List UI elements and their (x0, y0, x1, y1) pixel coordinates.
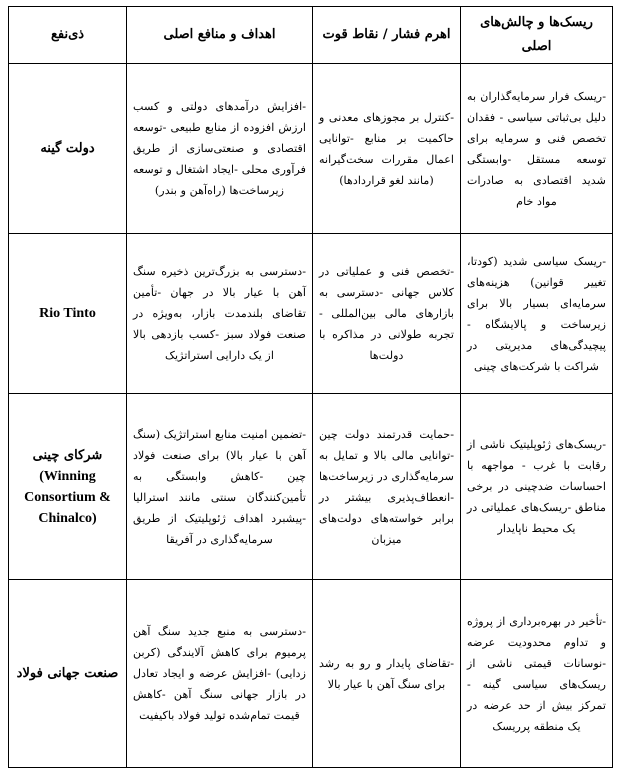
cell-goals: -دسترسی به منبع جدید سنگ آهن پرمیوم برای کاهش آلایندگی (کربن زدایی) -افزایش عرضه و ایجاد تعادل در بازار جهانی سنگ آهن -کاهش قیمت تمام‌شده تولید فولاد باکیفیت (127, 580, 313, 768)
header-leverage: اهرم فشار / نقاط قوت (313, 7, 461, 64)
cell-leverage: -تقاضای پایدار و رو به رشد برای سنگ آهن با عیار بالا (313, 580, 461, 768)
stakeholder-name: شرکای چینی (32, 447, 103, 463)
cell-risks: -ریسک‌های ژئوپلیتیک ناشی از رقابت با غرب - مواجهه با احساسات ضدچینی در برخی مناطق -ریسک‌های عملیاتی در یک محیط ناپایدار (461, 394, 613, 580)
stakeholder-table (8, 6, 613, 768)
cell-leverage: -تخصص فنی و عملیاتی در کلاس جهانی -دسترسی به بازارهای مالی بین‌المللی - تجربه طولانی در مذاکره با دولت‌ها (313, 234, 461, 394)
table-row (9, 580, 613, 768)
stakeholder-latin-name: (Winning Consortium & Chinalco) (24, 468, 111, 526)
table-row (9, 64, 613, 234)
cell-risks: -ریسک سیاسی شدید (کودتا، تغییر قوانین) هزینه‌های سرمایه‌ای بسیار بالا برای زیرساخت و پالایشگاه - پیچیدگی‌های مدیریتی در شراکت با شرکت‌های چینی (461, 234, 613, 394)
cell-risks: -تأخیر در بهره‌برداری از پروژه و تداوم محدودیت عرضه -نوسانات قیمتی ناشی از ریسک‌های سیاسی گینه - تمرکز بیش از حد عرضه در یک منطقه پرریسک (461, 580, 613, 768)
cell-goals: -افزایش درآمدهای دولتی و کسب ارزش افزوده از منابع طبیعی -توسعه اقتصادی و صنعتی‌سازی از طریق فرآوری محلی -ایجاد اشتغال و توسعه زیرساخت‌ها (راه‌آهن و بندر) (127, 64, 313, 234)
table-row (9, 234, 613, 394)
cell-stakeholder (9, 394, 127, 580)
cell-goals: -تضمین امنیت منابع استراتژیک (سنگ آهن با عیار بالا) برای صنعت فولاد چین -کاهش وابستگی به تأمین‌کنندگان سنتی مانند استرالیا -پیشبرد اهداف ژئوپلیتیک از طریق سرمایه‌گذاری در آفریقا (127, 394, 313, 580)
cell-stakeholder (9, 580, 127, 768)
table-header-row (9, 7, 613, 64)
cell-stakeholder (9, 234, 127, 394)
cell-risks: -ریسک فرار سرمایه‌گذاران به دلیل بی‌ثباتی سیاسی - فقدان تخصص فنی و سرمایه برای توسعه مستقل -وابستگی شدید اقتصادی به صادرات مواد خام (461, 64, 613, 234)
table-row (9, 394, 613, 580)
cell-stakeholder (9, 64, 127, 234)
cell-goals: -دسترسی به بزرگ‌ترین ذخیره سنگ آهن با عیار بالا در جهان -تأمین تقاضای بلندمدت بازار، به‌ویژه در صنعت فولاد سبز -کسب بازدهی بالا از یک دارایی استراتژیک (127, 234, 313, 394)
header-goals: اهداف و منافع اصلی (127, 7, 313, 64)
stakeholder-name: Rio Tinto (39, 306, 96, 321)
cell-leverage: -حمایت قدرتمند دولت چین -توانایی مالی بالا و تمایل به سرمایه‌گذاری در زیرساخت‌ها -انعطاف‌پذیری بیشتر در برابر خواسته‌های دولت‌های میزبان (313, 394, 461, 580)
cell-leverage: -کنترل بر مجوزهای معدنی و حاکمیت بر منابع -توانایی اعمال مقررات سخت‌گیرانه (مانند لغو قراردادها) (313, 64, 461, 234)
header-risks: ریسک‌ها و چالش‌های اصلی (461, 7, 613, 64)
stakeholder-name: دولت گینه (40, 141, 95, 156)
header-stakeholder: ذی‌نفع (9, 7, 127, 64)
stakeholder-name: صنعت جهانی فولاد (16, 666, 119, 681)
